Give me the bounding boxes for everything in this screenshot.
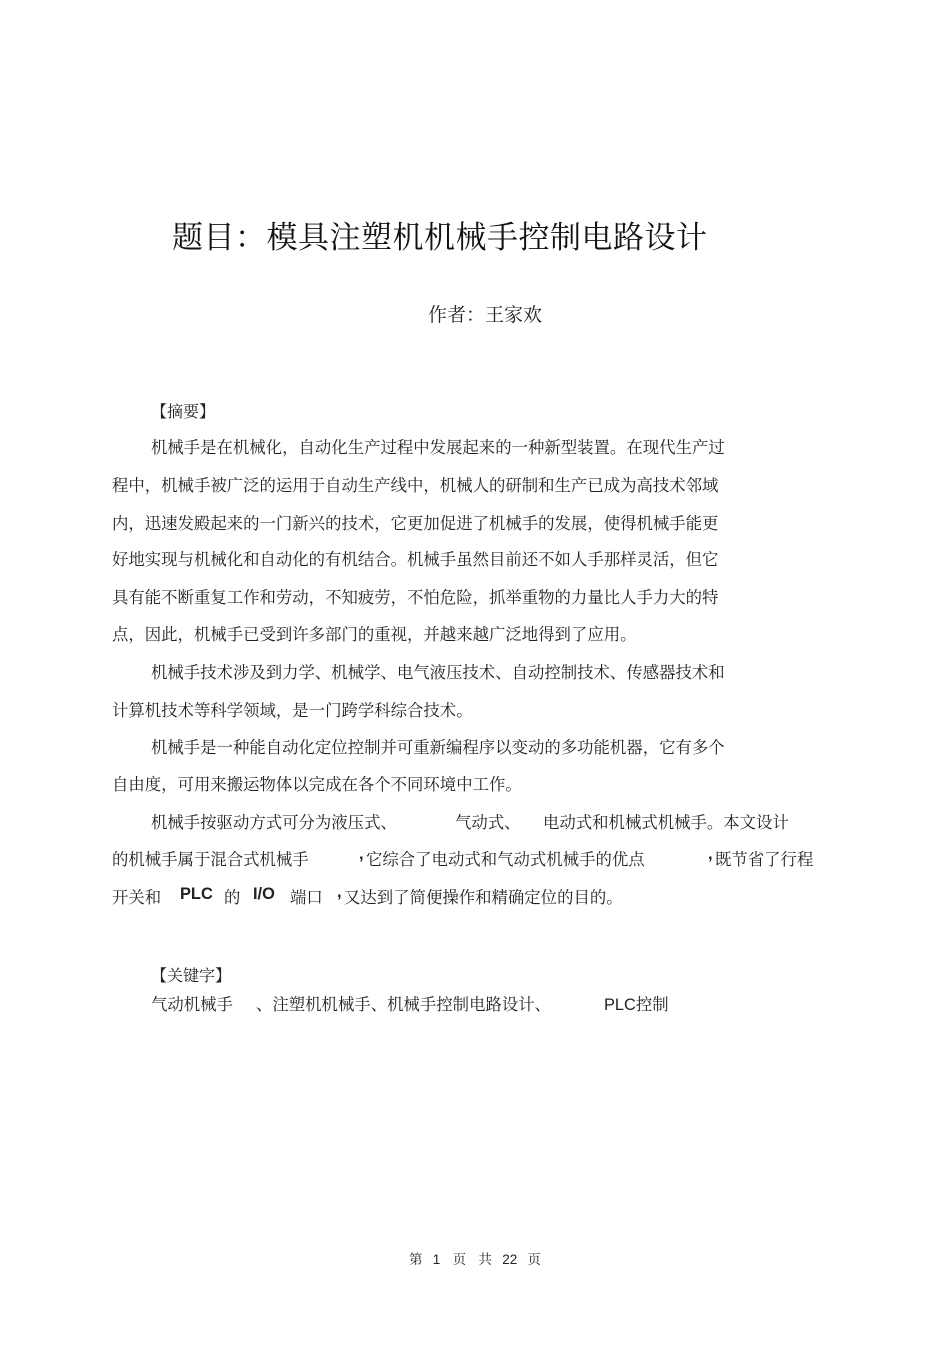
keyword-item: 气动机械手 bbox=[151, 995, 233, 1014]
page-title: 题目：模具注塑机机械手控制电路设计 bbox=[172, 220, 708, 256]
abstract-line: 的机械手属于混合式机械手 bbox=[112, 850, 309, 869]
abstract-line: 电动式和机械式机械手。本文设计 bbox=[543, 813, 789, 832]
keyword-item: PLC控制 bbox=[604, 996, 669, 1014]
abstract-line: 的 bbox=[224, 888, 241, 907]
abstract-line: 机械手是在机械化，自动化生产过程中发展起来的一种新型装置。在现代生产过 bbox=[151, 438, 725, 457]
keyword-item: 、注塑机机械手、机械手控制电路设计、 bbox=[256, 995, 552, 1014]
abstract-line: 它综合了电动式和气动式机械手的优点 bbox=[366, 850, 645, 869]
term-plc: PLC bbox=[180, 885, 213, 903]
abstract-line: 端口 bbox=[290, 888, 323, 907]
comma-mark: , bbox=[359, 845, 364, 863]
abstract-line: 具有能不断重复工作和劳动，不知疲劳，不怕危险，抓举重物的力量比人手力大的特 bbox=[112, 588, 719, 607]
abstract-line: 既节省了行程 bbox=[715, 850, 814, 869]
abstract-line: 内，迅速发殿起来的一门新兴的技术，它更加促进了机械手的发展，使得机械手能更 bbox=[112, 514, 719, 533]
abstract-line: 又达到了简便操作和精确定位的目的。 bbox=[344, 888, 623, 907]
keywords-heading: 【关键字】 bbox=[151, 966, 232, 985]
abstract-line: 开关和 bbox=[112, 888, 162, 907]
footer-text: 共 bbox=[478, 1252, 492, 1268]
footer-text: 页 bbox=[452, 1252, 467, 1268]
abstract-line: 程中，机械手被广泛的运用于自动生产线中，机械人的研制和生产已成为高技术邻域 bbox=[112, 476, 719, 495]
abstract-line: 机械手技术涉及到力学、机械学、电气液压技术、自动控制技术、传感器技术和 bbox=[151, 663, 725, 682]
abstract-line: 气动式、 bbox=[455, 813, 521, 832]
page-footer bbox=[409, 1248, 541, 1268]
abstract-heading: 【摘要】 bbox=[151, 402, 216, 421]
abstract-line: 机械手是一种能自动化定位控制并可重新编程序以变动的多功能机器，它有多个 bbox=[151, 738, 725, 757]
abstract-line: 点，因此，机械手已受到许多部门的重视，并越来越广泛地得到了应用。 bbox=[112, 625, 637, 644]
comma-mark: , bbox=[337, 883, 342, 901]
abstract-line: 机械手按驱动方式可分为液压式、 bbox=[151, 813, 397, 832]
abstract-line: 计算机技术等科学领域，是一门跨学科综合技术。 bbox=[112, 701, 473, 720]
comma-mark: , bbox=[708, 845, 713, 863]
total-pages-number: 22 bbox=[502, 1252, 518, 1267]
footer-text: 页 bbox=[527, 1252, 542, 1268]
footer-text: 第 bbox=[409, 1252, 423, 1268]
abstract-line: 好地实现与机械化和自动化的有机结合。机械手虽然目前还不如人手那样灵活，但它 bbox=[112, 550, 719, 569]
author-line: 作者：王家欢 bbox=[428, 304, 543, 326]
abstract-line: 自由度，可用来搬运物体以完成在各个不同环境中工作。 bbox=[112, 775, 522, 794]
current-page-number: 1 bbox=[432, 1252, 441, 1267]
term-io: I/O bbox=[253, 885, 275, 903]
